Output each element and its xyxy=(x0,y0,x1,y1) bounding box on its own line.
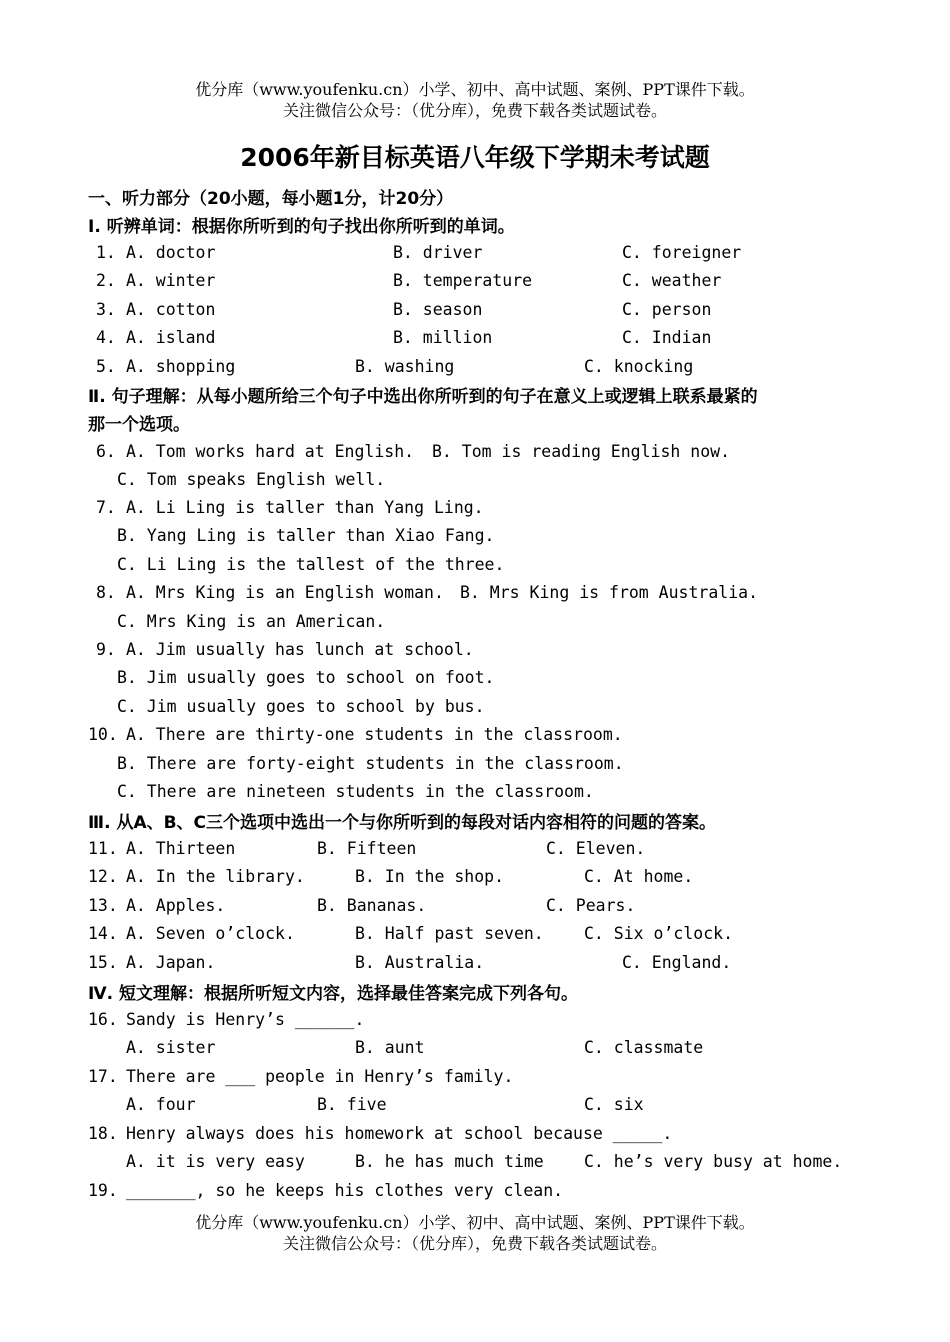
option-b: B. Australia. xyxy=(355,953,485,972)
question-stem: Henry always does his homework at school because _____. xyxy=(126,1124,673,1143)
option-b: B. aunt xyxy=(355,1038,425,1057)
question-number: 4. xyxy=(96,328,116,347)
option-a: A. it is very easy xyxy=(126,1152,305,1171)
option-b: B. Fifteen xyxy=(317,839,417,858)
question-stem: _______, so he keeps his clothes very clean. xyxy=(126,1181,564,1200)
question-number: 2. xyxy=(96,271,116,290)
option-c: C. person xyxy=(622,300,712,319)
option-c: C. foreigner xyxy=(622,243,742,262)
option-a: A. cotton xyxy=(126,300,216,319)
option-b: B. In the shop. xyxy=(355,867,505,886)
question-number: 7. xyxy=(96,498,116,517)
option-b: B. season xyxy=(393,300,483,319)
part4-instruction: Ⅳ. 短文理解：根据所听短文内容，选择最佳答案完成下列各句。 xyxy=(88,984,579,1004)
page-title: 2006年新目标英语八年级下学期未考试题 xyxy=(240,143,710,172)
option-c: C. There are nineteen students in the classroom. xyxy=(117,782,594,801)
question-number: 11. xyxy=(88,839,118,858)
question-number: 3. xyxy=(96,300,116,319)
part1-instruction: Ⅰ. 听辨单词：根据你所听到的句子找出你所听到的单词。 xyxy=(88,217,515,237)
question-number: 5. xyxy=(96,357,116,376)
part2-instruction-line-1: Ⅱ. 句子理解：从每小题所给三个句子中选出你所听到的句子在意义上或逻辑上联系最紧的 xyxy=(88,387,758,407)
part3-instruction: Ⅲ. 从A、B、C三个选项中选出一个与你所听到的每段对话内容相符的问题的答案。 xyxy=(88,813,717,833)
option-b: B. washing xyxy=(355,357,455,376)
header-line-1: 优分库（www.youfenku.cn）小学、初中、高中试题、案例、PPT课件下载。 xyxy=(195,80,755,99)
question-number: 19. xyxy=(88,1181,118,1200)
question-stem: There are ___ people in Henry’s family. xyxy=(126,1067,514,1086)
option-c: C. At home. xyxy=(584,867,694,886)
option-c: C. Tom speaks English well. xyxy=(117,470,386,489)
option-a: A. Jim usually has lunch at school. xyxy=(126,640,474,659)
footer-line-2: 关注微信公众号：（优分库），免费下载各类试题试卷。 xyxy=(282,1234,667,1253)
question-number: 15. xyxy=(88,953,118,972)
option-c: C. England. xyxy=(622,953,732,972)
part2-instruction-line-2: 那一个选项。 xyxy=(88,415,190,435)
question-number: 1. xyxy=(96,243,116,262)
option-a: A. Li Ling is taller than Yang Ling. xyxy=(126,498,484,517)
option-b: B. Bananas. xyxy=(317,896,427,915)
question-number: 6. xyxy=(96,442,116,461)
question-number: 8. xyxy=(96,583,116,602)
option-c: C. Li Ling is the tallest of the three. xyxy=(117,555,505,574)
option-b: B. Yang Ling is taller than Xiao Fang. xyxy=(117,526,495,545)
header-line-2: 关注微信公众号：（优分库），免费下载各类试题试卷。 xyxy=(282,101,667,120)
option-a: A. doctor xyxy=(126,243,216,262)
option-c: C. weather xyxy=(622,271,722,290)
option-b: B. Tom is reading English now. xyxy=(432,442,731,461)
option-b: B. Half past seven. xyxy=(355,924,544,943)
option-a: A. Japan. xyxy=(126,953,216,972)
option-a: A. island xyxy=(126,328,216,347)
option-a: A. Tom works hard at English. xyxy=(126,442,415,461)
question-number: 17. xyxy=(88,1067,118,1086)
option-b: B. driver xyxy=(393,243,483,262)
option-c: C. six xyxy=(584,1095,644,1114)
question-stem: Sandy is Henry’s ______. xyxy=(126,1010,365,1029)
option-a: A. sister xyxy=(126,1038,216,1057)
option-c: C. Six o’clock. xyxy=(584,924,734,943)
option-c: C. Pears. xyxy=(546,896,636,915)
question-number: 18. xyxy=(88,1124,118,1143)
question-number: 13. xyxy=(88,896,118,915)
section-heading-listening: 一、听力部分（20小题，每小题1分，计20分） xyxy=(88,189,454,209)
question-number: 9. xyxy=(96,640,116,659)
question-number: 12. xyxy=(88,867,118,886)
option-a: A. Mrs King is an English woman. xyxy=(126,583,444,602)
option-c: C. Jim usually goes to school by bus. xyxy=(117,697,485,716)
option-b: B. Mrs King is from Australia. xyxy=(460,583,759,602)
option-b: B. temperature xyxy=(393,271,533,290)
option-c: C. knocking xyxy=(584,357,694,376)
option-b: B. five xyxy=(317,1095,387,1114)
question-number: 16. xyxy=(88,1010,118,1029)
option-c: C. classmate xyxy=(584,1038,704,1057)
option-b: B. There are forty-eight students in the classroom. xyxy=(117,754,624,773)
question-number: 10. xyxy=(88,725,118,744)
option-b: B. Jim usually goes to school on foot. xyxy=(117,668,495,687)
option-a: A. Seven o’clock. xyxy=(126,924,295,943)
option-a: A. winter xyxy=(126,271,216,290)
option-c: C. Indian xyxy=(622,328,712,347)
option-a: A. In the library. xyxy=(126,867,305,886)
option-b: B. he has much time xyxy=(355,1152,544,1171)
option-c: C. he’s very busy at home. xyxy=(584,1152,843,1171)
question-number: 14. xyxy=(88,924,118,943)
option-c: C. Mrs King is an American. xyxy=(117,612,386,631)
option-a: A. There are thirty-one students in the classroom. xyxy=(126,725,623,744)
option-a: A. Thirteen xyxy=(126,839,236,858)
option-c: C. Eleven. xyxy=(546,839,646,858)
option-b: B. million xyxy=(393,328,493,347)
option-a: A. shopping xyxy=(126,357,236,376)
option-a: A. four xyxy=(126,1095,196,1114)
footer-line-1: 优分库（www.youfenku.cn）小学、初中、高中试题、案例、PPT课件下载。 xyxy=(195,1213,755,1232)
option-a: A. Apples. xyxy=(126,896,226,915)
